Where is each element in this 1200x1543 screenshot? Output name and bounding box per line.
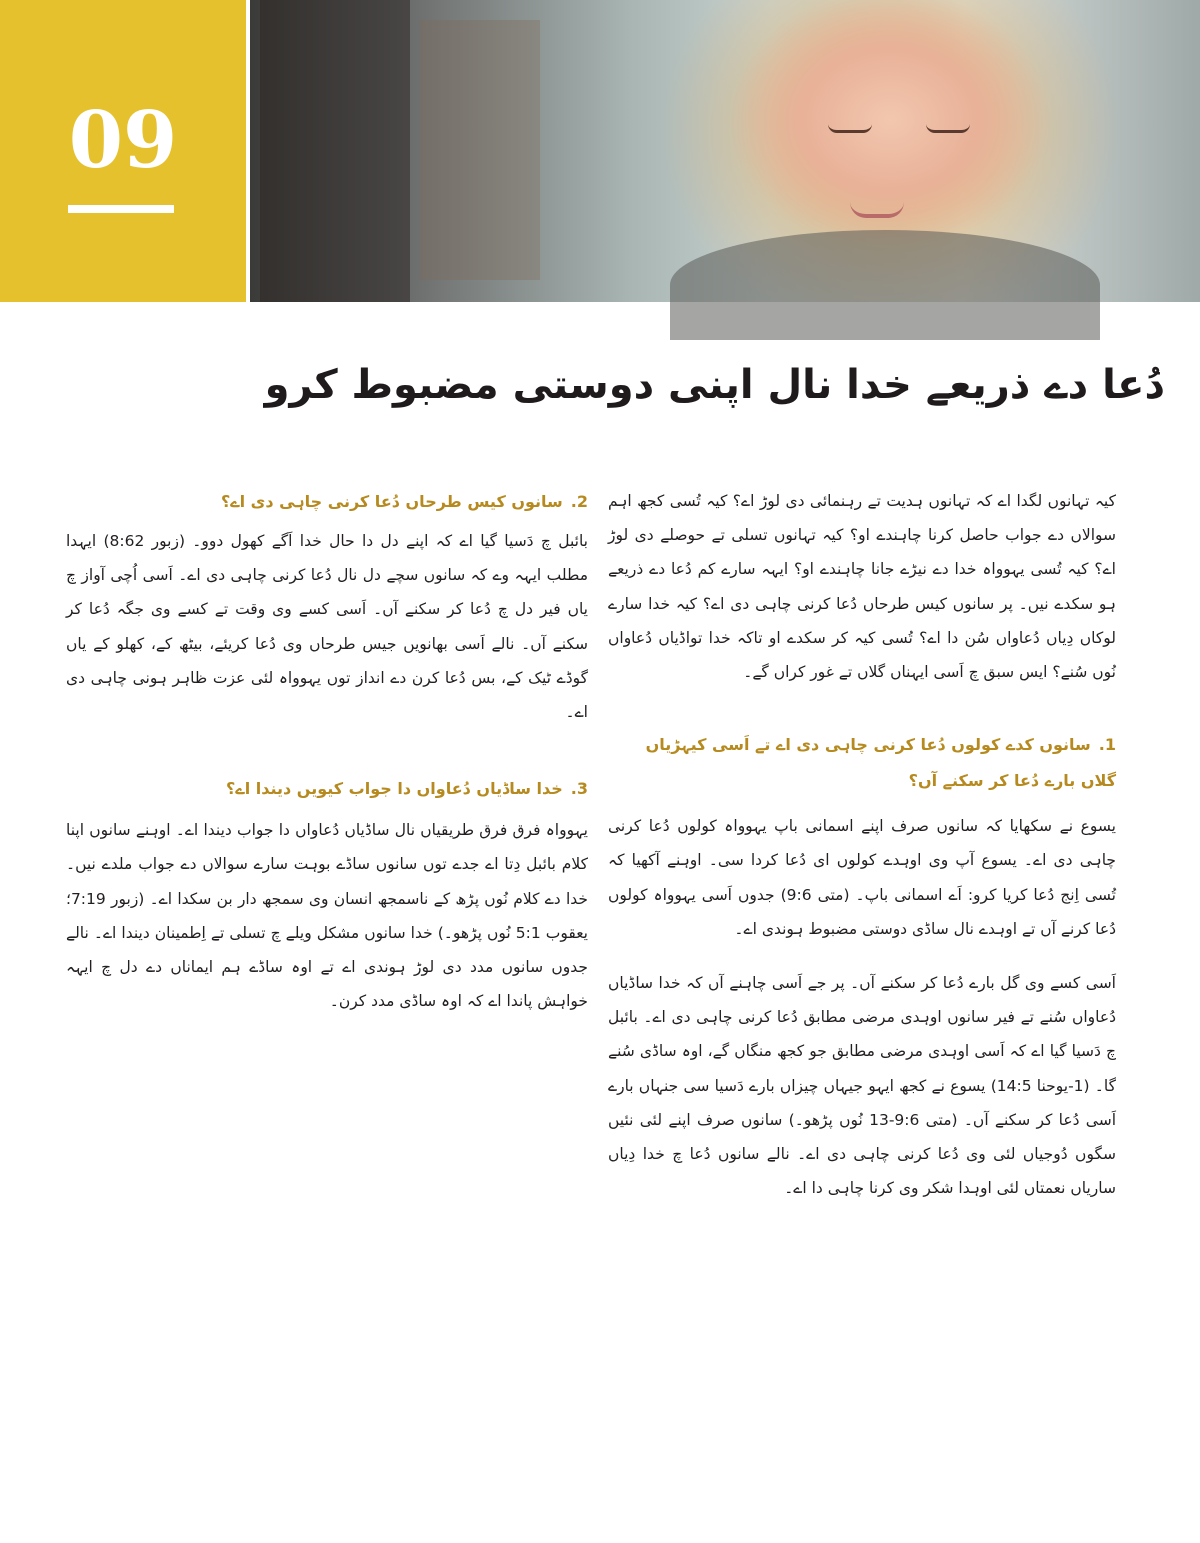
header-photo xyxy=(250,0,1200,302)
section-1-paragraph-2: اَسی کسے وی گل بارے دُعا کر سکنے آں۔ پر جے اَسی چاہنے آں کہ خدا ساڈیاں دُعاواں سُنے تے فیر سانوں اوہدی مرضی مطابق دُعا کرنی چاہی دی اے۔ بائبل چ دَسیا گیا اے کہ اَسی اوہدی مرضی مطابق جو کجھ منگاں گے، اوہ ساڈی سُنے گا۔ (1-یوحنا 14:5) یسوع نے کجھ ایہو جیہاں چیزاں بارے دَسیا سی جنہاں بارے اَسی دُعا کر سکنے آں۔ (متی 9:6-13 نُوں پڑھو۔) سانوں صرف اپنے لئی نئیں سگوں دُوجیاں لئی وی دُعا کرنی چاہی دی اے۔ نالے سانوں دُعا چ خدا دِیاں ساریاں نعمتاں لئی اوہدا شکر وی کرنا چاہی دا اے۔ xyxy=(608,974,1116,1198)
lesson-number-underline xyxy=(68,205,174,213)
section-2-heading-text: سانوں کیس طرحاں دُعا کرنی چاہی دی اے؟ xyxy=(220,492,563,511)
closed-eye-left xyxy=(828,124,872,133)
section-2-heading xyxy=(66,484,588,520)
section-1-paragraph-1: یسوع نے سکھایا کہ سانوں صرف اپنے اسمانی باپ یہوواہ کولوں دُعا کرنی چاہی دی اے۔ یسوع آپ وی اوہدے کولوں ای دُعا کردا سی۔ اوہنے آکھیا کہ تُسی اِنج دُعا کریا کرو: اَے اسمانی باپ۔ (متی 9:6) جدوں اَسی یہوواہ کولوں دُعا کرنے آں تے اوہدے نال ساڈی دوستی مضبوط ہوندی اے۔ xyxy=(608,817,1116,938)
intro-paragraph: کیہ تہانوں لگدا اے کہ تہانوں ہدیت تے رہنمائی دی لوڑ اے؟ کیہ تُسی کجھ اہم سوالاں دے جواب حاصل کرنا چاہندے او؟ کیہ تہانوں تسلی تے حوصلے دی لوڑ اے؟ کیہ تُسی یہوواہ خدا دے نیڑے جانا چاہندے او؟ ایہہ سارے کم دُعا دے ذریعے ہو سکدے نیں۔ پر سانوں کیس طرحاں دُعا کرنی چاہی دی اے؟ کیہ خدا سارے لوکاں دِیاں دُعاواں سُن دا اے؟ تُسی کیہ کر سکدے او تاکہ خدا تواڈیاں دُعاواں نُوں سُنے؟ ایس سبق چ اَسی ایہناں گلاں تے غور کراں گے۔ xyxy=(608,492,1116,682)
section-3-heading-text: خدا ساڈیاں دُعاواں دا جواب کیویں دیندا اے؟ xyxy=(226,779,563,799)
section-1-heading xyxy=(608,727,1116,799)
closed-eye-right xyxy=(926,124,970,133)
lesson-number-box xyxy=(0,0,246,302)
section-3-paragraph-1: یہوواہ فرق فرق طریقیاں نال ساڈیاں دُعاواں دا جواب دیندا اے۔ اوہنے سانوں اپنا کلام بائبل دِتا اے جدے توں سانوں ساڈے بوہت سارے سوالاں دے جواب ملدے نیں۔ خدا دے کلام نُوں پڑھ کے ناسمجھ انسان وی سمجھ دار بن سکدا اے۔ (زبور 7:19؛ یعقوب 5:1 نُوں پڑھو۔) خدا سانوں مشکل ویلے چ تسلی تے اِطمینان دیندا اے۔ نالے جدوں سانوں مدد دی لوڑ ہوندی اے تے اوہ ساڈے ہم ایماناں دے دل چ ایہہ خواہش پاندا اے کہ اوہ ساڈی مدد کرن۔ xyxy=(66,821,588,1011)
page-title: دُعا دے ذریعے خدا نال اپنی دوستی مضبوط کرو xyxy=(264,362,1165,408)
section-1-number: 1. xyxy=(1098,735,1116,755)
smile xyxy=(850,202,904,218)
section-3-heading xyxy=(66,771,588,807)
right-column xyxy=(608,484,1116,1205)
section-3-number: 3. xyxy=(570,779,588,799)
section-1-heading-text: سانوں کدے کولوں دُعا کرنی چاہی دی اے تے اَسی کیہڑیاں گلاں بارے دُعا کر سکنے آں؟ xyxy=(645,735,1116,791)
section-2-number: 2. xyxy=(570,492,588,511)
section-2-paragraph-1: بائبل چ دَسیا گیا اے کہ اپنے دل دا حال خدا اَگے کھول دوو۔ (زبور 8:62) ایہدا مطلب ایہہ وے کہ سانوں سچے دل نال دُعا کرنی چاہی دی اے۔ اَسی اُچی آواز چ یاں فیر دل چ دُعا کر سکنے آں۔ اَسی کسے وی وقت تے کسے وی جگہ دُعا کر سکنے آں۔ نالے اَسی بھانویں جیس طرحاں وی دُعا کریئے، بیٹھ کے، کھلو کے یاں گوڈے ٹیک کے، بس دُعا کرن دے انداز توں یہوواہ لئی عزت ظاہر ہونی چاہی دی اے۔ xyxy=(66,532,588,722)
left-column xyxy=(66,484,588,1018)
lesson-number: 09 xyxy=(68,95,178,186)
